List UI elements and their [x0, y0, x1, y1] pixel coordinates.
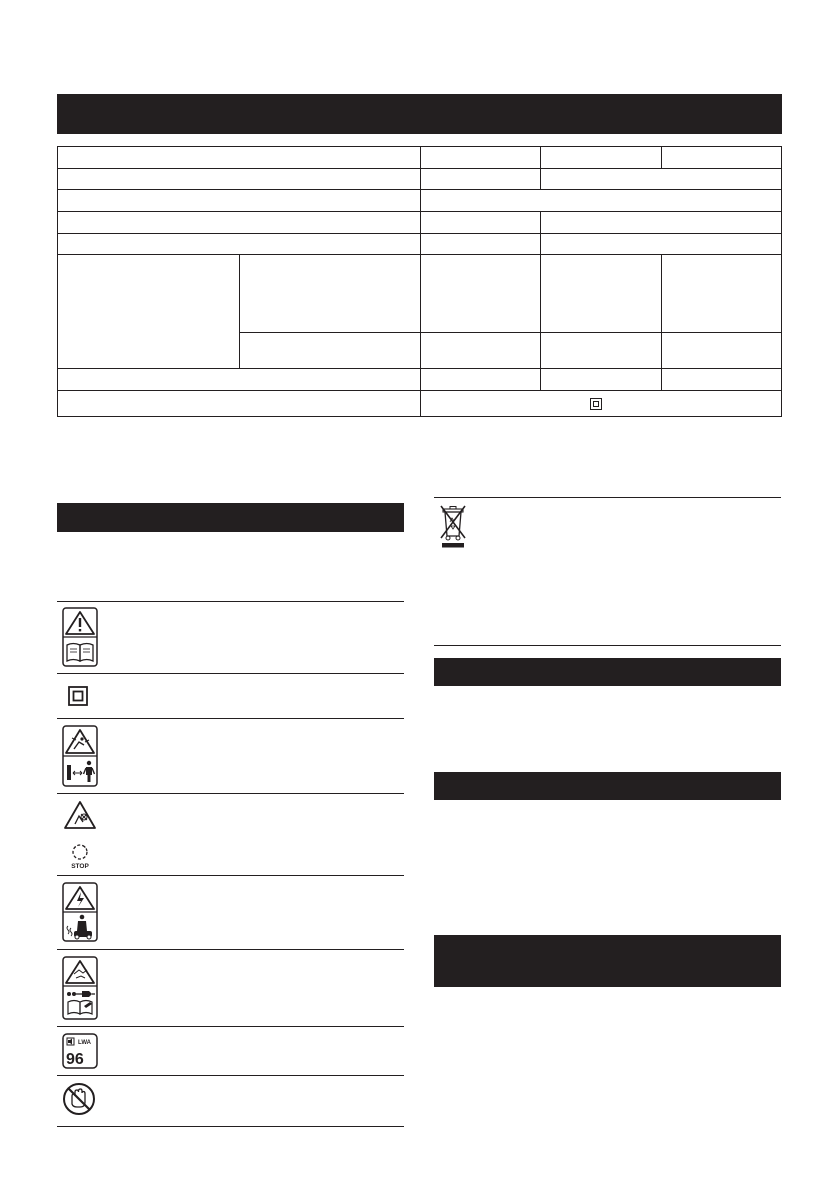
table-col-divider	[540, 168, 541, 189]
table-col-divider	[661, 147, 662, 168]
symbol-row-divider	[57, 718, 404, 719]
symbol-row-divider	[57, 601, 404, 602]
table-col-divider	[420, 147, 421, 416]
symbol-row-divider	[57, 1075, 404, 1076]
specification-table	[57, 146, 782, 417]
table-col-divider	[239, 254, 240, 368]
svg-text:STOP: STOP	[71, 863, 89, 870]
sound-level-value: 96	[66, 1051, 84, 1068]
sound-power-level-icon	[62, 1033, 98, 1069]
symbols-section-title	[57, 503, 404, 511]
double-insulation-icon	[68, 686, 88, 706]
symbol-row-divider	[57, 793, 404, 794]
right-section-title-2	[434, 772, 781, 780]
table-col-divider	[540, 254, 541, 390]
right-section-title-3	[434, 935, 781, 943]
right-section-header-1	[434, 658, 781, 686]
disconnect-plug-read-manual-icon	[62, 956, 98, 1020]
right-section-header-2	[434, 772, 781, 800]
symbols-section-header	[57, 503, 404, 532]
table-col-divider	[540, 211, 541, 254]
symbol-row-divider	[57, 673, 404, 674]
spec-section-title	[57, 94, 782, 102]
symbol-row-divider	[57, 1126, 404, 1127]
symbol-row-divider	[57, 1026, 404, 1027]
sound-level-label: LWA	[78, 1040, 91, 1046]
table-col-divider	[540, 147, 541, 168]
crossed-out-bin-icon	[438, 504, 468, 550]
thrown-objects-keep-distance-icon	[62, 725, 98, 787]
right-section-title-1	[434, 658, 781, 666]
double-insulation-symbol-icon	[590, 397, 602, 415]
table-row-divider	[239, 332, 781, 333]
no-hands-icon	[62, 1082, 96, 1116]
table-col-divider	[661, 254, 662, 390]
right-section-header-3	[434, 935, 781, 987]
blade-hazard-stop-icon	[62, 800, 98, 870]
warning-read-manual-icon	[62, 607, 98, 667]
weee-bottom-divider	[434, 645, 781, 646]
symbol-row-divider	[57, 949, 404, 950]
weee-top-divider	[434, 497, 781, 498]
electric-shock-wet-conditions-icon	[62, 882, 98, 942]
symbol-row-divider	[57, 875, 404, 876]
spec-section-header	[57, 94, 782, 134]
